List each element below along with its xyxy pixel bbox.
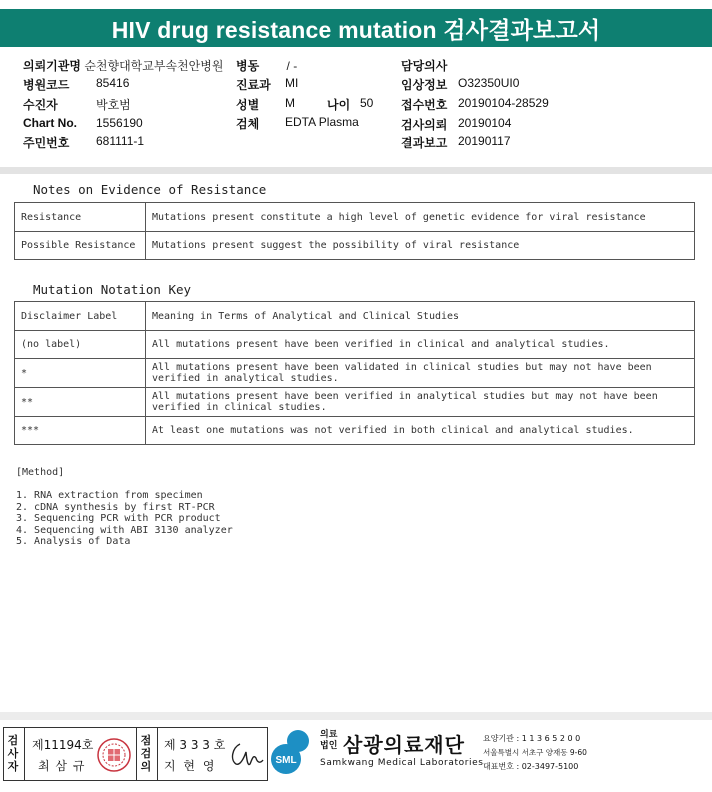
footer-divider: [0, 712, 712, 720]
age-label: 나이: [327, 98, 351, 112]
checker-label: 점검의: [140, 734, 152, 773]
notes-label: Possible Resistance: [15, 232, 146, 260]
examiner-license: 제11194호: [32, 738, 94, 752]
chart-label: Chart No.: [23, 116, 77, 130]
notes-table: [14, 202, 695, 260]
list-item: 4. Sequencing with ABI 3130 analyzer: [16, 524, 233, 536]
key-table: [14, 301, 695, 445]
institution-value: 순천향대학교부속천안병원: [84, 59, 224, 73]
list-item: 2. cDNA synthesis by first RT-PCR: [16, 501, 215, 513]
address: 서울특별시 서초구 양재동 9-60: [483, 748, 587, 757]
sex-value: M: [285, 96, 295, 110]
clinical-info-value: O32350UI0: [458, 76, 520, 90]
hospital-code-label: 병원코드: [23, 78, 70, 92]
list-item: 3. Sequencing PCR with PCR product: [16, 513, 221, 524]
sex-label: 성별: [236, 98, 260, 112]
notes-text: Mutations present suggest the possibility of viral resistance: [146, 232, 695, 260]
table-row: [15, 232, 695, 260]
chart-value: 1556190: [96, 116, 143, 130]
institution-label: 의뢰기관명: [23, 59, 81, 73]
patient-label: 수진자: [23, 98, 58, 112]
examiner-label: 검사자: [7, 734, 19, 773]
key-text: All mutations present have been validated in clinical studies but may not have been verified in analytical studies.: [146, 359, 695, 388]
report-title: HIV drug resistance mutation 검사결과보고서: [0, 9, 712, 47]
table-row: [15, 331, 695, 359]
care-code: 요양기관 : 1 1 3 6 5 2 0 0: [483, 734, 581, 743]
checker-name: 지 현 영: [164, 759, 217, 773]
report-date-value: 20190117: [458, 134, 511, 148]
key-header-text: Meaning in Terms of Analytical and Clinical Studies: [146, 302, 695, 331]
ward-row: [236, 57, 297, 74]
foundation-name-en: Samkwang Medical Laboratories: [320, 758, 484, 768]
handwritten-signature-icon: [226, 738, 264, 772]
specimen-label: 검체: [236, 117, 260, 131]
key-label: *: [15, 359, 146, 388]
receipt-label: 접수번호: [401, 98, 448, 112]
clinical-info-label: 임상정보: [401, 78, 448, 92]
checker-license: 제 3 3 3 호: [164, 738, 226, 752]
key-header-label: Disclaimer Label: [15, 302, 146, 331]
divider: [157, 728, 158, 780]
corp-type: 의료법인: [320, 730, 338, 751]
seal-stamp-icon: [96, 737, 132, 773]
key-text: At least one mutations was not verified in both clinical and analytical studies.: [146, 417, 695, 445]
request-value: 20190104: [458, 116, 512, 130]
request-label: 검사의뢰: [401, 118, 448, 132]
examiner-name: 최 삼 규: [38, 759, 86, 773]
report-date-label: 결과보고: [401, 136, 448, 150]
signature-box: [3, 727, 268, 781]
doctor-row: [401, 57, 447, 74]
doctor-label: 담당의사: [401, 59, 448, 73]
ward-value: / -: [286, 59, 298, 73]
dept-label: 진료과: [236, 78, 271, 92]
notes-label: Resistance: [15, 203, 146, 232]
institution-row: [23, 57, 223, 74]
phone: 대표번호 : 02-3497-5100: [483, 762, 579, 771]
divider: [24, 728, 25, 780]
key-label: (no label): [15, 331, 146, 359]
patient-value: 박호범: [96, 98, 131, 112]
sml-logo-icon: [270, 727, 318, 777]
key-text: All mutations present have been verified in analytical studies but may not have been verified in clinical studies.: [146, 388, 695, 417]
table-row: [15, 302, 695, 331]
resident-label: 주민번호: [23, 136, 70, 150]
notes-title: Notes on Evidence of Resistance: [33, 182, 267, 197]
logo-text: SML: [275, 755, 297, 766]
specimen-value: EDTA Plasma: [285, 115, 359, 129]
table-row: [15, 417, 695, 445]
age-value: 50: [360, 96, 374, 110]
key-title: Mutation Notation Key: [33, 282, 192, 297]
notes-text: Mutations present constitute a high level of genetic evidence for viral resistance: [146, 203, 695, 232]
key-label: **: [15, 388, 146, 417]
table-row: [15, 359, 695, 388]
list-item: 1. RNA extraction from specimen: [16, 490, 203, 501]
hospital-code-value: 85416: [96, 76, 130, 90]
table-row: [15, 203, 695, 232]
key-label: ***: [15, 417, 146, 445]
resident-value: 681111-1: [96, 134, 145, 148]
dept-value: MI: [285, 76, 299, 90]
table-row: [15, 388, 695, 417]
key-text: All mutations present have been verified in clinical and analytical studies.: [146, 331, 695, 359]
foundation-name: 삼광의료재단: [343, 733, 465, 757]
list-item: 5. Analysis of Data: [16, 536, 131, 547]
header-divider: [0, 167, 712, 174]
method-title: [Method]: [16, 467, 65, 478]
method-list: [16, 490, 233, 548]
divider: [136, 728, 137, 780]
receipt-value: 20190104-28529: [458, 96, 549, 110]
ward-label: 병동: [236, 59, 260, 73]
